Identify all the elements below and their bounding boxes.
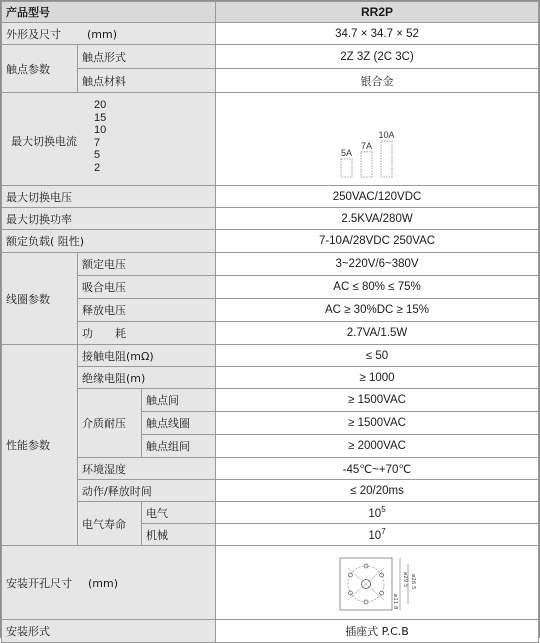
contact-resistance-value: ≤ 50 (216, 345, 539, 367)
row-contact-material (2, 69, 539, 93)
dielectric-label: 触点组间 (142, 435, 216, 458)
insulation-label: 绝缘电阻 (82, 371, 126, 385)
life-electrical-base: 10 (368, 507, 382, 520)
dimensions-cell (2, 23, 216, 45)
current-bar (381, 141, 392, 177)
temperature-value: -45℃~+70℃ (216, 458, 539, 480)
contact-form-value: 2Z 3Z (2C 3C) (216, 45, 539, 69)
scale-value: 7 (94, 136, 101, 149)
life-electrical-exponent: 5 (381, 505, 386, 515)
row-model (2, 2, 539, 23)
dimensions-label: 外形及尺寸 (6, 27, 61, 41)
contact-group-label: 触点参数 (2, 45, 78, 93)
row-mounting (2, 620, 539, 643)
spec-table (1, 1, 539, 643)
current-bar-label: 5A (341, 148, 353, 158)
mounting-label: 安装形式 (2, 620, 216, 643)
row-mounting-hole (2, 546, 539, 620)
life-mechanical-base: 10 (368, 529, 382, 542)
current-bar-chart (216, 93, 534, 185)
operate-time-label: 动作/释放时间 (78, 480, 216, 502)
contact-material-label: 触点材料 (78, 69, 216, 93)
row-coil-pickup (2, 276, 539, 299)
row-contact-resistance (2, 345, 539, 367)
row-dielectric-1 (2, 389, 539, 412)
dimension-text: ⌀29.5 (402, 571, 409, 588)
rated-load-label: 额定负载( 阻性) (2, 230, 216, 253)
scale-value: 10 (94, 124, 107, 136)
contact-resistance-unit: (mΩ) (126, 349, 154, 363)
temperature-label: 环境湿度 (78, 458, 216, 480)
mounting-value: 插座式 P.C.B (216, 620, 539, 643)
coil-release-value: AC ≥ 30%DC ≥ 15% (216, 299, 539, 322)
contact-resistance-label: 接触电阻 (82, 349, 126, 363)
max-voltage-label: 最大切换电压 (2, 186, 216, 208)
scale-value: 15 (94, 111, 107, 124)
dielectric-value: ≥ 1500VAC (216, 389, 539, 412)
row-contact-form (2, 45, 539, 69)
contact-form-label: 触点形式 (78, 45, 216, 69)
life-mechanical-value (216, 524, 539, 546)
max-voltage-value: 250VAC/120VDC (216, 186, 539, 208)
rated-load-value: 7-10A/28VDC 250VAC (216, 230, 539, 253)
scale-value: 20 (94, 99, 107, 111)
current-bar-label: 10A (378, 130, 395, 140)
row-max-current (2, 93, 539, 186)
row-coil-release (2, 299, 539, 322)
row-temperature (2, 458, 539, 480)
dielectric-group-label: 介质耐压 (78, 389, 142, 458)
mounting-hole-drawing (334, 550, 420, 616)
coil-pickup-label: 吸合电压 (78, 276, 216, 299)
mounting-hole-label: 安装开孔尺寸 (6, 576, 72, 590)
current-bar-label: 7A (361, 140, 373, 151)
current-scale (94, 99, 106, 174)
dimensions-unit: (mm) (87, 27, 118, 41)
insulation-value: ≥ 1000 (216, 367, 539, 389)
max-power-label: 最大切换功率 (2, 208, 216, 230)
dimension-text: ⌀26.5 (410, 573, 417, 590)
dimensions-value: 34.7 × 34.7 × 52 (216, 23, 539, 45)
coil-rated-label: 额定电压 (78, 253, 216, 276)
scale-value: 2 (94, 161, 101, 174)
coil-group-label: 线圈参数 (2, 253, 78, 345)
coil-power-label: 功耗 (78, 322, 216, 345)
scale-value: 5 (94, 149, 101, 161)
row-rated-load (2, 230, 539, 253)
operate-time-value: ≤ 20/20ms (216, 480, 539, 502)
row-dimensions (2, 23, 539, 45)
insulation-cell (78, 367, 216, 389)
mounting-hole-unit: (mm) (88, 576, 119, 590)
row-insulation (2, 367, 539, 389)
current-bar (341, 159, 352, 177)
max-current-chart-cell (216, 93, 539, 186)
max-power-value: 2.5KVA/280W (216, 208, 539, 230)
model-value: RR2P (216, 2, 539, 23)
dielectric-value: ≥ 1500VAC (216, 412, 539, 435)
row-life-electrical (2, 502, 539, 524)
life-mechanical-label: 机械 (142, 524, 216, 546)
mounting-hole-drawing-cell (216, 546, 539, 620)
life-electrical-label: 电气 (142, 502, 216, 524)
life-mechanical-exponent: 7 (381, 527, 386, 537)
max-current-label-cell (2, 93, 216, 186)
coil-power-value: 2.7VA/1.5W (216, 322, 539, 345)
row-max-voltage (2, 186, 539, 208)
performance-group-label: 性能参数 (2, 345, 78, 546)
life-electrical-value (216, 502, 539, 524)
dielectric-label: 触点间 (142, 389, 216, 412)
row-operate-time (2, 480, 539, 502)
coil-release-label: 释放电压 (78, 299, 216, 322)
life-group-label: 电气寿命 (78, 502, 142, 546)
model-label: 产品型号 (2, 2, 216, 23)
coil-rated-value: 3~220V/6~380V (216, 253, 539, 276)
dielectric-value: ≥ 2000VAC (216, 435, 539, 458)
mounting-hole-cell (2, 546, 216, 620)
dielectric-label: 触点线圈 (142, 412, 216, 435)
row-coil-power (2, 322, 539, 345)
insulation-unit: (m) (126, 371, 146, 385)
max-current-label: 最大切换电流 (11, 135, 77, 148)
current-bar (361, 152, 372, 177)
contact-resistance-cell (78, 345, 216, 367)
dimension-text: ⌀11.8 (392, 593, 399, 610)
coil-pickup-value: AC ≤ 80% ≤ 75% (216, 276, 539, 299)
row-max-power (2, 208, 539, 230)
contact-material-value: 银合金 (216, 69, 539, 93)
row-coil-rated (2, 253, 539, 276)
